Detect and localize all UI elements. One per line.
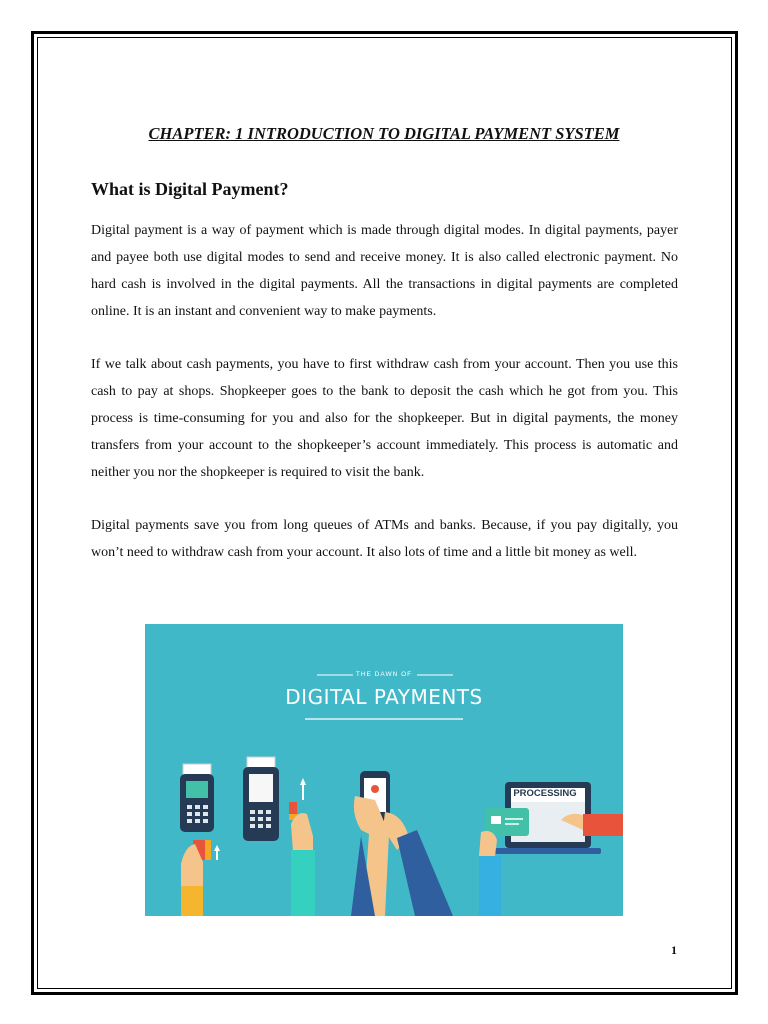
paragraph-cash-comparison: If we talk about cash payments, you have to first withdraw cash from your account. Then you use this cash to pay at shops. Shopkeeper goes to the bank to deposit the cash which he got from you. This process is time-consuming for you and also for the shopkeeper. But in digital payments, the money transfers from your account to the shopkeeper’s account immediately. This process is automatic and neither you nor the shopkeeper is required to visit the bank.: [91, 357, 678, 480]
mobile-payment-icon: [351, 771, 453, 916]
paragraph-definition: Digital payment is a way of payment which is made through digital modes. In digital payments, payer and payee both use digital modes to send and receive money. It is also called electronic payment. No hard cash is involved in the digital payments. All the transactions in digital payments are completed online. It is an instant and convenient way to make payments.: [91, 223, 678, 319]
processing-label: PROCESSING: [513, 788, 577, 799]
banner-title: DIGITAL PAYMENTS: [285, 685, 483, 709]
digital-payments-illustration: [145, 624, 623, 916]
banner-subtitle: THE DAWN OF: [355, 671, 413, 678]
laptop-processing-icon: [479, 782, 623, 916]
section-heading: What is Digital Payment?: [91, 179, 289, 199]
illustration-graphics: [145, 624, 623, 916]
chapter-title: CHAPTER: 1 INTRODUCTION TO DIGITAL PAYMENT SYSTEM: [148, 124, 620, 143]
card-reader-icon: [243, 757, 315, 916]
page-number: 1: [671, 943, 677, 957]
pos-terminal-icon: [180, 764, 220, 916]
paragraph-benefits: Digital payments save you from long queues of ATMs and banks. Because, if you pay digitally, you won’t need to withdraw cash from your account. It also lots of time and a little bit money as well.: [91, 518, 678, 560]
